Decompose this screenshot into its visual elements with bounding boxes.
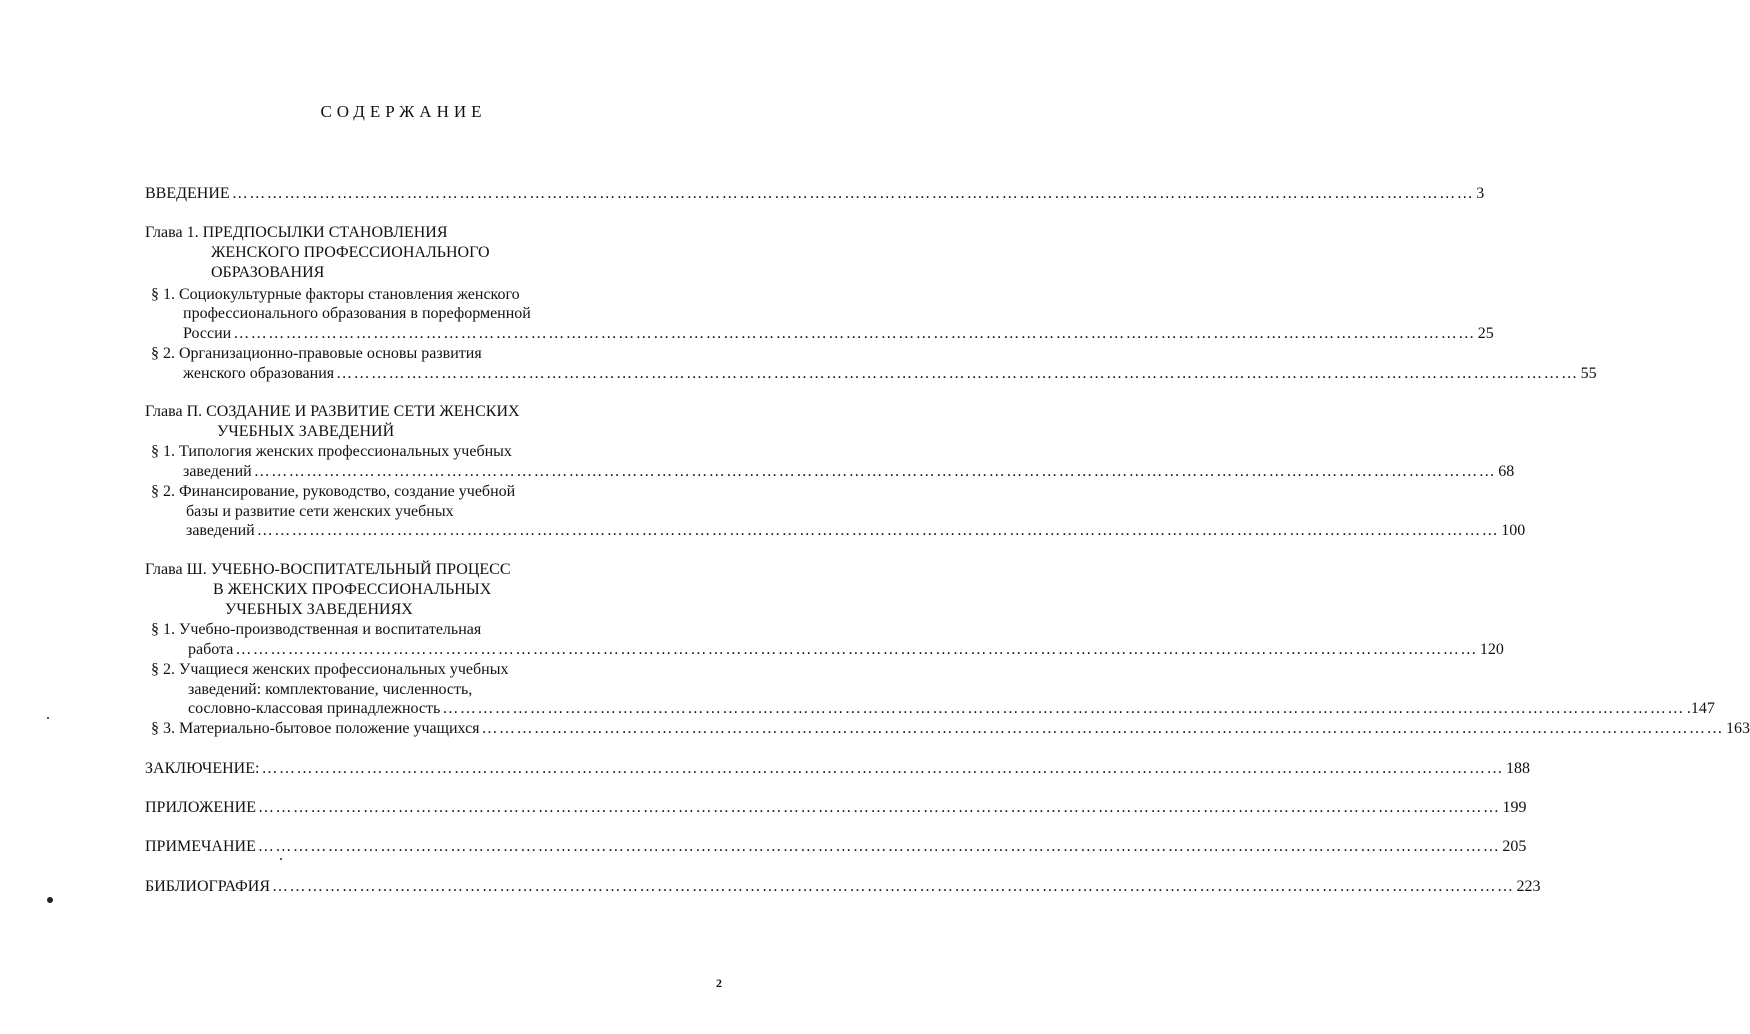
section-title-line: § 2. Финансирование, руководство, создание учебной [151, 483, 516, 500]
page-title: СОДЕРЖАНИЕ [320, 102, 487, 121]
toc-entry-label: БИБЛИОГРАФИЯ [145, 878, 271, 895]
toc-entry-page: 188 [1505, 760, 1530, 777]
dot-leader: …………………………………………………………………………………………………………………………………………………………………………………………… [231, 185, 1475, 202]
toc-entry-label: заведений [183, 463, 252, 480]
toc-entry-label: ВВЕДЕНИЕ [145, 185, 230, 202]
toc-entry-page: 68 [1498, 463, 1515, 480]
toc-entry-page: 55 [1580, 365, 1597, 382]
chapter-1-heading-line: ЖЕНСКОГО ПРОФЕССИОНАЛЬНОГО [211, 244, 490, 261]
dot-leader: …………………………………………………………………………………………………………………………………………………………………………………………… [233, 325, 1476, 342]
toc-entry-ch3-s1 [188, 640, 1504, 660]
section-title-line: § 2. Организационно-правовые основы развития [151, 345, 482, 362]
toc-entry-appendix [145, 798, 1527, 818]
toc-entry-ch3-s3 [151, 719, 1750, 739]
chapter-2-heading-line: УЧЕБНЫХ ЗАВЕДЕНИЙ [217, 423, 395, 440]
toc-entry-bibliography [145, 877, 1541, 897]
toc-entry-label: работа [188, 641, 234, 658]
toc-entry-label: § 3. Материально-бытовое положение учащихся [151, 720, 480, 737]
toc-entry-label: ЗАКЛЮЧЕНИЕ: [145, 760, 260, 777]
section-title-line: § 2. Учащиеся женских профессиональных учебных [151, 661, 509, 678]
section-title-line: § 1. Типология женских профессиональных учебных [151, 443, 512, 460]
scan-speck [47, 897, 53, 903]
dot-leader: …………………………………………………………………………………………………………………………………………………………………………………………… [257, 838, 1501, 855]
toc-entry-label: России [183, 325, 232, 342]
chapter-3-heading-line: Глава Ш. УЧЕБНО-ВОСПИТАТЕЛЬНЫЙ ПРОЦЕСС [145, 561, 511, 578]
dot-leader: …………………………………………………………………………………………………………………………………………………………………………………………… [442, 700, 1685, 717]
scan-speck [280, 858, 282, 860]
toc-entry-page: 163 [1726, 720, 1750, 737]
toc-entry-label: сословно-классовая принадлежность [188, 700, 441, 717]
chapter-3-heading-line: УЧЕБНЫХ ЗАВЕДЕНИЯХ [225, 601, 413, 618]
toc-entry-label: заведений [186, 522, 255, 539]
dot-leader: …………………………………………………………………………………………………………………………………………………………………………………………… [272, 878, 1515, 895]
toc-entry-ch3-s2 [188, 699, 1715, 719]
section-title-line: профессионального образования в пореформенной [183, 305, 531, 322]
section-title-line: базы и развитие сети женских учебных [186, 503, 454, 520]
toc-entry-ch1-s1 [183, 324, 1494, 344]
toc-entry-ch2-s2 [186, 521, 1526, 541]
scan-speck [47, 717, 49, 719]
dot-leader: …………………………………………………………………………………………………………………………………………………………………………………………… [256, 522, 1500, 539]
section-title-line: § 1. Социокультурные факторы становления женского [151, 286, 520, 303]
toc-entry-page: 223 [1516, 878, 1541, 895]
dot-leader: …………………………………………………………………………………………………………………………………………………………………………………………… [336, 365, 1579, 382]
chapter-3-heading-line: В ЖЕНСКИХ ПРОФЕССИОНАЛЬНЫХ [213, 581, 492, 598]
toc-entry-label: ПРИЛОЖЕНИЕ [145, 799, 257, 816]
page-number: 2 [716, 976, 722, 990]
toc-entry-page: 25 [1477, 325, 1494, 342]
chapter-1-heading-line: ОБРАЗОВАНИЯ [211, 264, 325, 281]
section-title-line: § 1. Учебно-производственная и воспитательная [151, 621, 482, 638]
dot-leader: …………………………………………………………………………………………………………………………………………………………………………………………… [235, 641, 1478, 658]
toc-entry-ch2-s1 [183, 462, 1515, 482]
dot-leader: …………………………………………………………………………………………………………………………………………………………………………………………… [261, 760, 1504, 777]
toc-entry-label: ПРИМЕЧАНИЕ [145, 838, 256, 855]
toc-entry-page: .147 [1686, 700, 1715, 717]
toc-entry-ch1-s2 [183, 364, 1597, 384]
dot-leader: …………………………………………………………………………………………………………………………………………………………………………………………… [253, 463, 1497, 480]
toc-entry-intro [145, 184, 1485, 204]
toc-entry-page: 3 [1476, 185, 1485, 202]
toc-entry-page: 205 [1502, 838, 1527, 855]
dot-leader: …………………………………………………………………………………………………………………………………………………………………………………………… [258, 799, 1501, 816]
toc-entry-conclusion [145, 759, 1530, 779]
dot-leader: …………………………………………………………………………………………………………………………………………………………………………………………… [481, 720, 1725, 737]
chapter-2-heading-line: Глава П. СОЗДАНИЕ И РАЗВИТИЕ СЕТИ ЖЕНСКИХ [145, 403, 520, 420]
section-title-line: заведений: комплектование, численность, [188, 681, 473, 698]
toc-entry-label: женского образования [183, 365, 335, 382]
toc-entry-page: 120 [1479, 641, 1504, 658]
toc-entry-page: 100 [1501, 522, 1526, 539]
chapter-1-heading-line: Глава 1. ПРЕДПОСЫЛКИ СТАНОВЛЕНИЯ [145, 224, 448, 241]
toc-entry-notes [145, 837, 1527, 857]
toc-entry-page: 199 [1502, 799, 1527, 816]
